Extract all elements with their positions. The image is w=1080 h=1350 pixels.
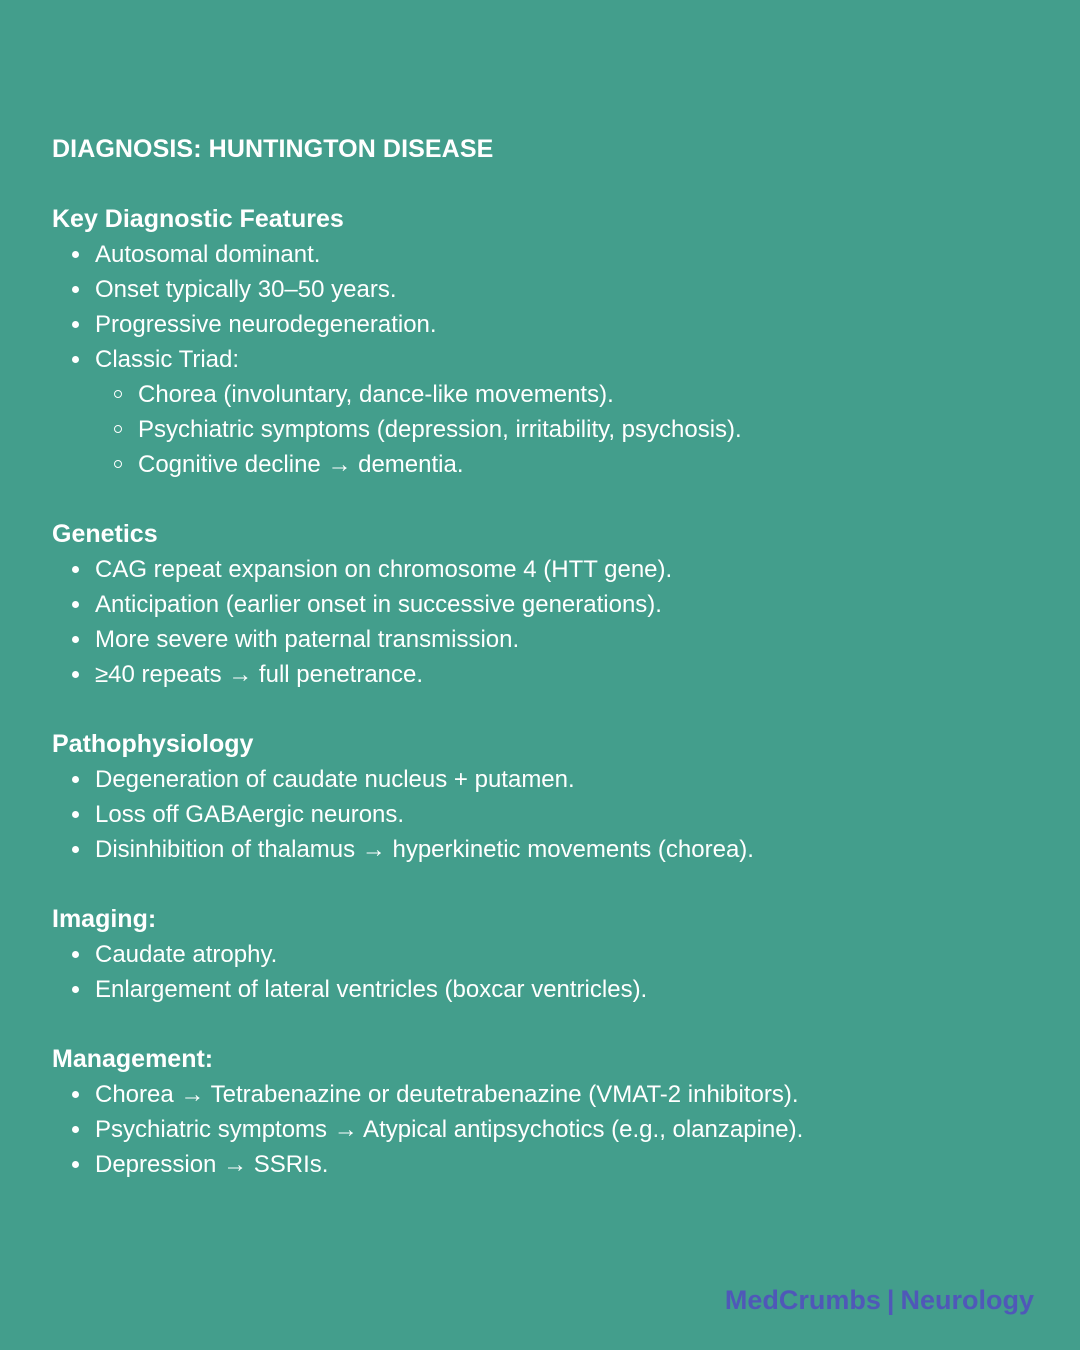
list-item-text: Chorea → Tetrabenazine or deutetrabenazine (VMAT-2 inhibitors).: [95, 1081, 799, 1108]
bullet-icon: [72, 286, 79, 293]
list-item: [52, 657, 1032, 692]
sub-list-item-text: Chorea (involuntary, dance-like movements).: [138, 381, 614, 408]
list-item: [52, 237, 1032, 272]
section-imaging: [52, 902, 1032, 1007]
sub-list-item-text: Psychiatric symptoms (depression, irritability, psychosis).: [138, 416, 742, 443]
section-heading: Imaging:: [52, 905, 157, 933]
list-item: [52, 762, 1032, 797]
sub-list-item-text: Cognitive decline → dementia.: [138, 451, 464, 478]
bullet-icon: [72, 811, 79, 818]
section-heading: Management:: [52, 1045, 214, 1073]
list-item-text: Onset typically 30–50 years.: [95, 276, 397, 303]
bullet-list: [52, 937, 1032, 1007]
bullet-icon: [72, 636, 79, 643]
list-item-text: Progressive neurodegeneration.: [95, 311, 437, 338]
list-item: [52, 1077, 1032, 1112]
list-item: [52, 797, 1032, 832]
list-item-text: Loss off GABAergic neurons.: [95, 801, 405, 828]
bullet-list: [52, 762, 1032, 867]
section-key-features: [52, 202, 1032, 482]
section-pathophysiology: [52, 727, 1032, 867]
list-item-text: Autosomal dominant.: [95, 241, 321, 268]
bullet-icon: [72, 671, 79, 678]
list-item-text: Depression → SSRIs.: [95, 1151, 329, 1178]
sub-list-item: [95, 377, 1032, 412]
section-management: [52, 1042, 1032, 1182]
bullet-icon: [72, 846, 79, 853]
bullet-icon: [72, 601, 79, 608]
section-heading: Pathophysiology: [52, 730, 254, 758]
bullet-icon: [72, 951, 79, 958]
bullet-icon: [72, 1126, 79, 1133]
bullet-icon: [72, 566, 79, 573]
hollow-bullet-icon: [114, 460, 122, 468]
list-item: [52, 937, 1032, 972]
bullet-icon: [72, 1091, 79, 1098]
list-item-text: ≥40 repeats → full penetrance.: [95, 661, 424, 688]
bullet-icon: [72, 776, 79, 783]
brand-category: Neurology: [900, 1285, 1034, 1315]
list-item: [52, 342, 1032, 482]
hollow-bullet-icon: [114, 390, 122, 398]
sub-list-item: [95, 412, 1032, 447]
list-item: [52, 622, 1032, 657]
content-area: [52, 132, 1032, 1182]
brand-separator: |: [886, 1285, 895, 1315]
list-item-text: Degeneration of caudate nucleus + putamen.: [95, 766, 575, 793]
sub-list-item: [95, 447, 1032, 482]
bullet-icon: [72, 986, 79, 993]
list-item-text: Caudate atrophy.: [95, 941, 278, 968]
section-genetics: [52, 517, 1032, 692]
list-item-text: CAG repeat expansion on chromosome 4 (HTT gene).: [95, 556, 673, 583]
hollow-bullet-icon: [114, 425, 122, 433]
list-item-text: Enlargement of lateral ventricles (boxcar ventricles).: [95, 976, 648, 1003]
section-heading: Key Diagnostic Features: [52, 205, 344, 233]
list-item-text: More severe with paternal transmission.: [95, 626, 520, 653]
bullet-list: [52, 1077, 1032, 1182]
list-item-text: Classic Triad:: [95, 346, 240, 373]
brand-name: MedCrumbs: [724, 1285, 881, 1315]
bullet-list: [52, 552, 1032, 692]
footer-brand: [725, 1282, 1034, 1318]
list-item: [52, 587, 1032, 622]
list-item: [52, 272, 1032, 307]
list-item: [52, 1112, 1032, 1147]
list-item-text: Disinhibition of thalamus → hyperkinetic movements (chorea).: [95, 836, 754, 863]
list-item: [52, 552, 1032, 587]
list-item: [52, 1147, 1032, 1182]
list-item: [52, 972, 1032, 1007]
bullet-icon: [72, 356, 79, 363]
bullet-list: [52, 237, 1032, 482]
list-item-text: Psychiatric symptoms → Atypical antipsychotics (e.g., olanzapine).: [95, 1116, 804, 1143]
bullet-icon: [72, 321, 79, 328]
page-title: DIAGNOSIS: HUNTINGTON DISEASE: [52, 135, 494, 163]
sub-bullet-list: [95, 377, 1032, 482]
section-heading: Genetics: [52, 520, 158, 548]
bullet-icon: [72, 1161, 79, 1168]
list-item: [52, 307, 1032, 342]
list-item: [52, 832, 1032, 867]
list-item-text: Anticipation (earlier onset in successive generations).: [95, 591, 662, 618]
bullet-icon: [72, 251, 79, 258]
